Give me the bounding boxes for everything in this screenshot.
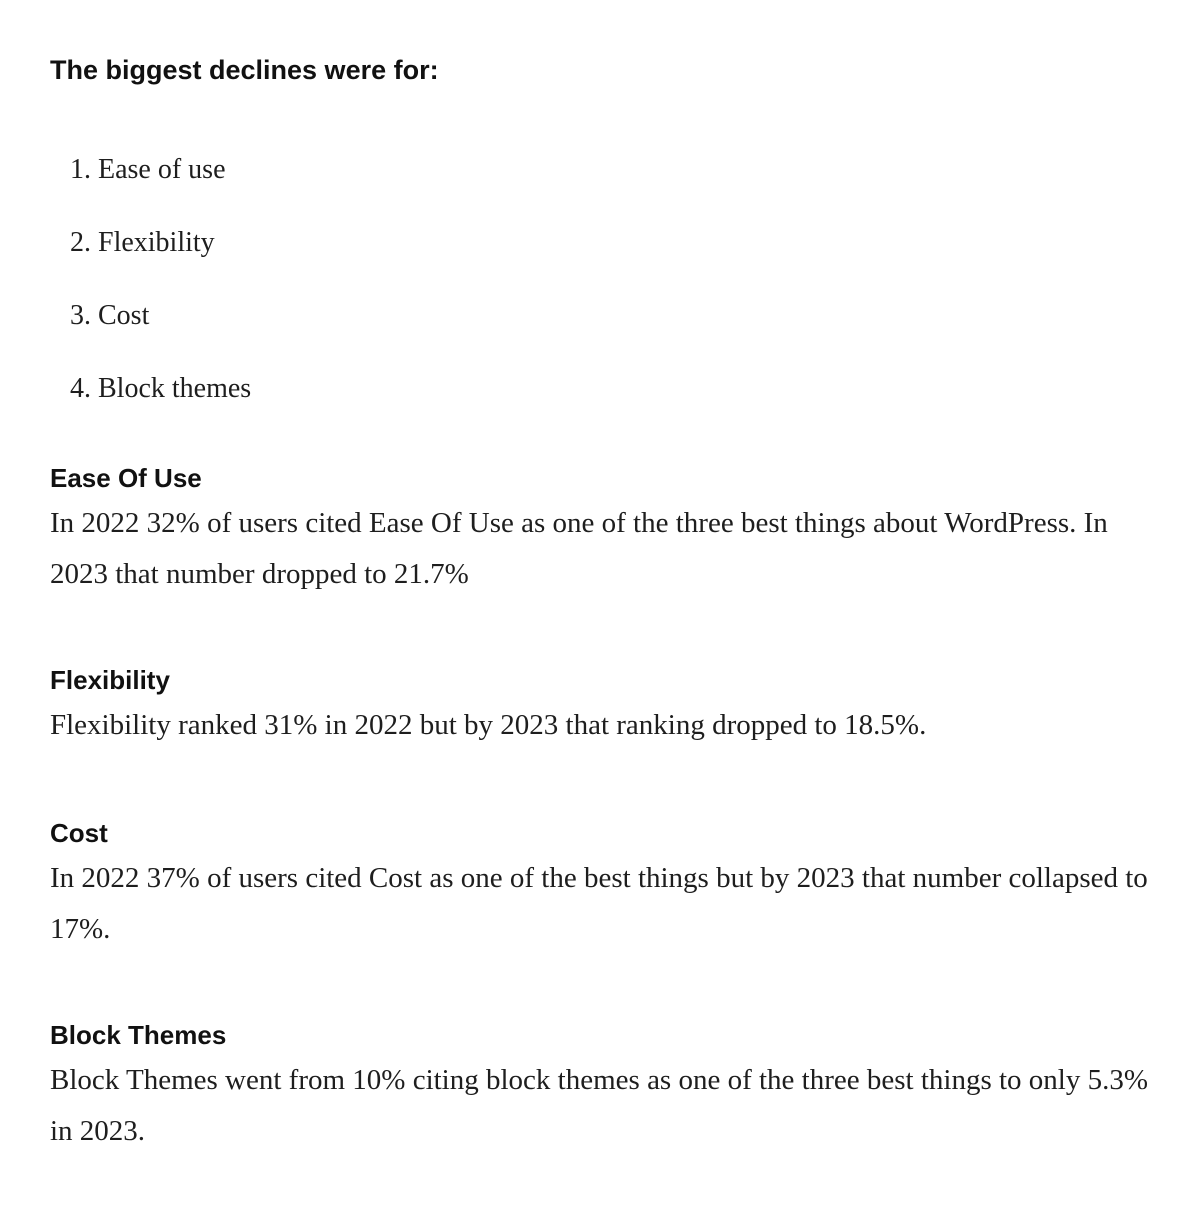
section-title: Flexibility <box>50 665 170 695</box>
section-cost <box>50 813 1160 955</box>
list-item-number: 4. <box>70 373 91 404</box>
list-item <box>70 148 251 192</box>
section-body: Block Themes went from 10% citing block themes as one of the three best things to only 5.3% in 2023. <box>50 1064 1149 1147</box>
list-item-label: Ease of use <box>98 154 226 185</box>
declines-list <box>70 148 251 440</box>
list-item-label: Cost <box>98 300 150 331</box>
list-item-number: 1. <box>70 154 91 185</box>
list-item <box>70 221 251 265</box>
list-item <box>70 367 251 411</box>
section-title: Cost <box>50 818 108 848</box>
section-ease-of-use <box>50 458 1160 600</box>
section-title: Block Themes <box>50 1020 227 1050</box>
list-item-label: Flexibility <box>98 227 215 258</box>
section-title: Ease Of Use <box>50 463 202 493</box>
section-body: In 2022 32% of users cited Ease Of Use as one of the three best things about WordPress. In 2023 that number dropped to 21.7% <box>50 507 1108 590</box>
declines-heading: The biggest declines were for: <box>50 55 439 85</box>
section-block-themes <box>50 1015 1160 1157</box>
list-item <box>70 294 251 338</box>
list-item-number: 2. <box>70 227 91 258</box>
section-body: Flexibility ranked 31% in 2022 but by 2023 that ranking dropped to 18.5%. <box>50 709 927 741</box>
section-body: In 2022 37% of users cited Cost as one of the best things but by 2023 that number collapsed to 17%. <box>50 862 1148 945</box>
list-item-label: Block themes <box>98 373 252 404</box>
section-flexibility <box>50 660 1160 751</box>
list-item-number: 3. <box>70 300 91 331</box>
